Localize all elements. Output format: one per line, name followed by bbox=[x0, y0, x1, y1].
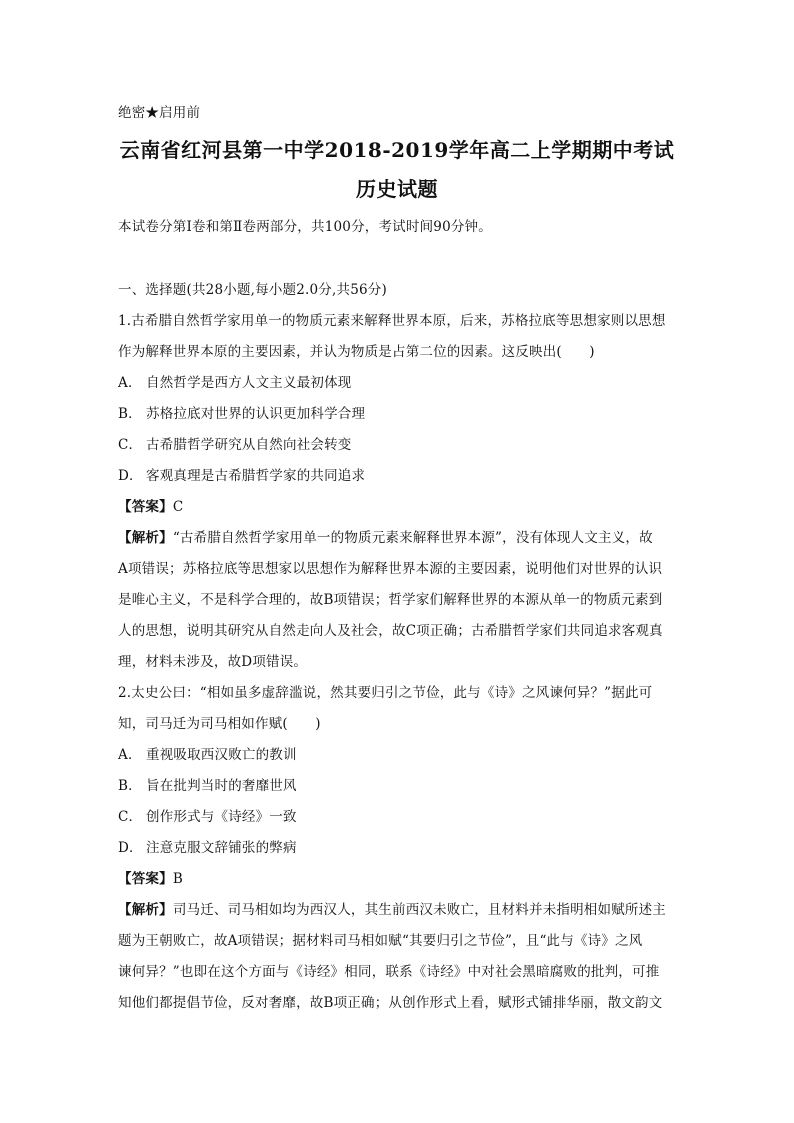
option-letter: A． bbox=[118, 747, 142, 763]
question-1-stem-line1: 1.古希腊自然哲学家用单一的物质元素来解释世界本原，后来，苏格拉底等思想家则以思想 bbox=[118, 313, 666, 329]
option-text: 古希腊哲学研究从自然向社会转变 bbox=[146, 437, 352, 453]
option-letter: A． bbox=[118, 375, 142, 391]
answer-value: C bbox=[172, 499, 184, 515]
secret-mark: 绝密★启用前 bbox=[118, 105, 201, 121]
question-2-analysis-line2: 题为王朝败亡，故A项错误；据材料司马相如赋“其要归引之节俭”，且“此与《诗》之风 bbox=[118, 933, 643, 949]
question-2-analysis-line3: 谏何异？”也即在这个方面与《诗经》相同，联系《诗经》中对社会黑暗腐败的批判，可推 bbox=[118, 964, 660, 980]
option-letter: B． bbox=[118, 406, 142, 422]
question-2-option-b bbox=[118, 777, 676, 795]
question-2-option-d bbox=[118, 839, 676, 857]
option-text: 旨在批判当时的奢靡世风 bbox=[146, 778, 297, 794]
option-letter: B． bbox=[118, 778, 142, 794]
question-2-analysis-line4: 知他们都提倡节俭，反对奢靡，故B项正确；从创作形式上看，赋形式铺排华丽，散文韵文 bbox=[118, 995, 663, 1011]
exam-title: 云南省红河县第一中学2018-2019学年高二上学期期中考试 bbox=[119, 138, 675, 162]
question-1-option-a bbox=[118, 374, 676, 392]
question-1-option-c bbox=[118, 436, 676, 454]
option-letter: D． bbox=[118, 840, 143, 856]
question-2-analysis-line1 bbox=[118, 901, 676, 919]
analysis-text: “古希腊自然哲学家用单一的物质元素来解释世界本源”，没有体现人文主义，故 bbox=[172, 530, 653, 546]
option-text: 注意克服文辞铺张的弊病 bbox=[146, 840, 297, 856]
question-1-analysis-line1 bbox=[118, 529, 676, 547]
question-1-answer bbox=[118, 498, 676, 516]
question-2-option-c bbox=[118, 808, 676, 826]
answer-label: 【答案】 bbox=[118, 499, 173, 515]
option-text: 客观真理是古希腊哲学家的共同追求 bbox=[146, 468, 366, 484]
question-1-option-d bbox=[118, 467, 676, 485]
question-1-stem-line2: 作为解释世界本原的主要因素，并认为物质是占第二位的因素。这反映出( ) bbox=[118, 344, 595, 360]
option-letter: C． bbox=[118, 437, 143, 453]
question-2-stem-line1: 2.太史公曰：“相如虽多虚辞滥说，然其要归引之节俭，此与《诗》之风谏何异？”据此可 bbox=[118, 685, 653, 701]
option-letter: C． bbox=[118, 809, 143, 825]
question-2-option-a bbox=[118, 746, 676, 764]
question-2-answer bbox=[118, 870, 676, 888]
question-1-option-b bbox=[118, 405, 676, 423]
option-text: 创作形式与《诗经》一致 bbox=[146, 809, 297, 825]
answer-label: 【答案】 bbox=[118, 871, 173, 887]
option-letter: D． bbox=[118, 468, 143, 484]
question-1-analysis-line5: 理，材料未涉及，故D项错误。 bbox=[118, 654, 308, 670]
option-text: 重视吸取西汉败亡的教训 bbox=[146, 747, 297, 763]
question-1-analysis-line3: 是唯心主义，不是科学合理的，故B项错误；哲学家们解释世界的本源从单一的物质元素到 bbox=[118, 592, 663, 608]
answer-value: B bbox=[172, 871, 183, 887]
exam-intro: 本试卷分第Ⅰ卷和第Ⅱ卷两部分，共100分，考试时间90分钟。 bbox=[118, 219, 492, 235]
analysis-label: 【解析】 bbox=[118, 902, 173, 918]
question-1-analysis-line2: A项错误；苏格拉底等思想家以思想作为解释世界本源的主要因素，说明他们对世界的认识 bbox=[118, 561, 663, 577]
option-text: 自然哲学是西方人文主义最初体现 bbox=[146, 375, 352, 391]
option-text: 苏格拉底对世界的认识更加科学合理 bbox=[146, 406, 366, 422]
question-2-stem-line2: 知，司马迁为司马相如作赋( ) bbox=[118, 716, 321, 732]
analysis-text: 司马迁、司马相如均为西汉人，其生前西汉未败亡，且材料并未指明相如赋所述主 bbox=[172, 902, 667, 918]
section-heading: 一、选择题(共28小题,每小题2.0分,共56分) bbox=[118, 282, 387, 298]
exam-subtitle: 历史试题 bbox=[356, 177, 438, 201]
analysis-label: 【解析】 bbox=[118, 530, 173, 546]
question-1-analysis-line4: 人的思想，说明其研究从自然走向人及社会，故C项正确；古希腊哲学家们共同追求客观真 bbox=[118, 623, 663, 639]
